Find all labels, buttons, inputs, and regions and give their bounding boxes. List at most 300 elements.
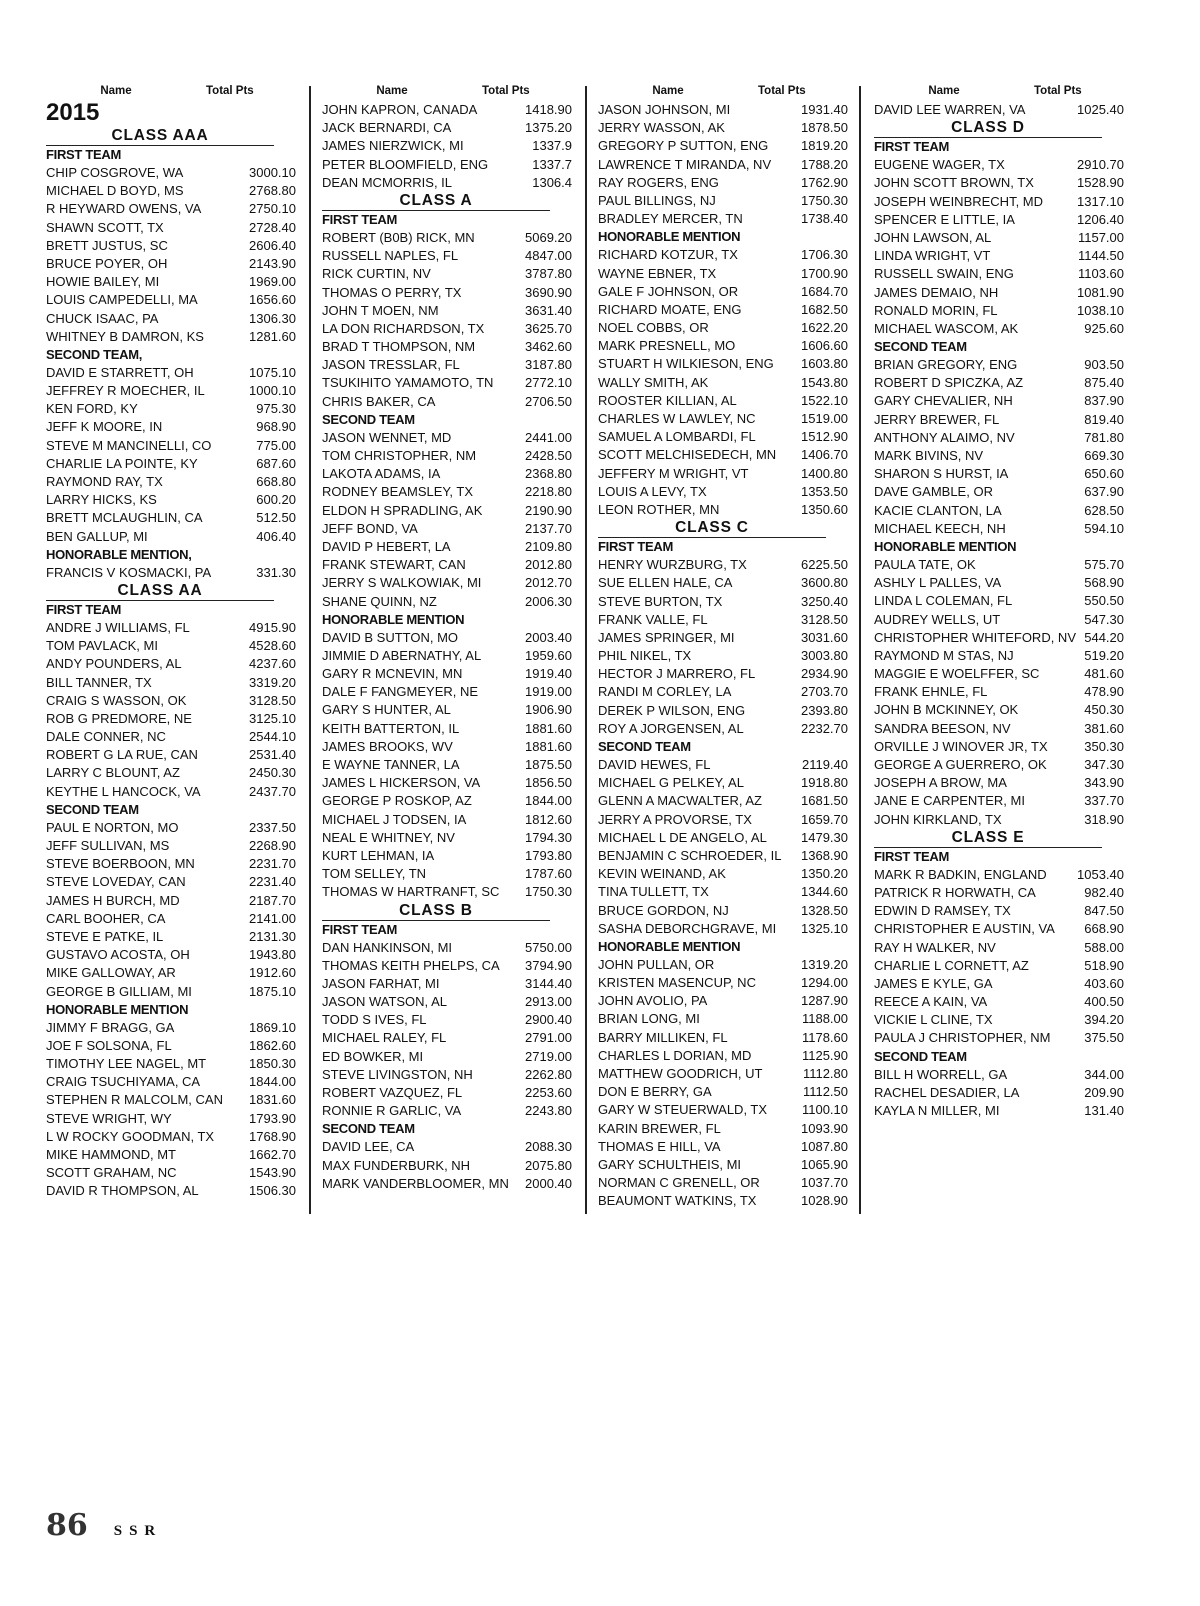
table-row [874, 556, 1124, 574]
table-row [874, 247, 1124, 265]
table-row [598, 501, 848, 519]
table-row [874, 265, 1124, 283]
table-row [46, 564, 296, 582]
total-points: 1787.60 [525, 866, 572, 882]
competitor-name: CRAIG S WASSON, OK [46, 692, 187, 708]
total-points: 1281.60 [249, 328, 296, 344]
total-points: 594.10 [1084, 520, 1124, 536]
table-row [874, 993, 1124, 1011]
table-row [598, 1120, 848, 1138]
total-pts-header: Total Pts [758, 84, 806, 97]
total-points: 1319.20 [801, 956, 848, 972]
table-row [598, 865, 848, 883]
total-points: 1375.20 [525, 120, 572, 136]
competitor-name: SCOTT MELCHISEDECH, MN [598, 447, 777, 463]
total-points: 1028.90 [801, 1193, 848, 1209]
competitor-name: FRANK STEWART, CAN [322, 557, 466, 573]
total-points: 2003.40 [525, 629, 572, 645]
total-points: 3187.80 [525, 357, 572, 373]
class-heading: CLASS A [322, 192, 550, 211]
total-points: 1418.90 [525, 102, 572, 117]
competitor-name: DAVID E STARRETT, OH [46, 364, 194, 380]
table-row [322, 338, 572, 356]
competitor-name: RONALD MORIN, FL [874, 302, 998, 318]
total-points: 3631.40 [525, 302, 572, 318]
competitor-name: HECTOR J MARRERO, FL [598, 666, 756, 682]
competitor-name: ROOSTER KILLIAN, AL [598, 392, 737, 408]
competitor-name: DAVE GAMBLE, OR [874, 484, 993, 500]
competitor-name: DON E BERRY, GA [598, 1084, 712, 1100]
competitor-name: EUGENE WAGER, TX [874, 157, 1005, 173]
table-row [874, 629, 1124, 647]
competitor-name: RACHEL DESADIER, LA [874, 1084, 1020, 1100]
table-row [598, 902, 848, 920]
total-points: 1869.10 [249, 1019, 296, 1035]
competitor-name: GALE F JOHNSON, OR [598, 283, 739, 299]
competitor-name: WALLY SMITH, AK [598, 374, 709, 390]
total-points: 2441.00 [525, 429, 572, 445]
total-points: 1750.30 [801, 192, 848, 208]
table-row [46, 328, 296, 346]
total-points: 2006.30 [525, 593, 572, 609]
table-row [322, 556, 572, 574]
table-row [598, 956, 848, 974]
total-points: 1844.00 [525, 793, 572, 809]
table-row [46, 746, 296, 764]
competitor-name: BRETT JUSTUS, SC [46, 237, 168, 253]
competitor-name: JOSEPH A BROW, MA [874, 775, 1007, 791]
section-heading: SECOND TEAM [322, 1121, 415, 1137]
section-heading: HONORABLE MENTION, [46, 546, 192, 562]
table-row [46, 455, 296, 473]
competitor-name: WAYNE EBNER, TX [598, 265, 717, 281]
section-heading: SECOND TEAM [46, 801, 139, 817]
table-row [46, 237, 296, 255]
total-points: 4915.90 [249, 619, 296, 635]
total-points: 668.90 [1084, 921, 1124, 937]
competitor-name: JAMES BROOKS, WV [322, 738, 453, 754]
total-points: 1157.00 [1077, 229, 1124, 245]
competitor-name: BILL TANNER, TX [46, 674, 152, 690]
competitor-name: BILL H WORRELL, GA [874, 1066, 1008, 1082]
competitor-name: MARK PRESNELL, MO [598, 338, 736, 354]
competitor-name: PAULA J CHRISTOPHER, NM [874, 1030, 1051, 1046]
competitor-name: BRETT MCLAUGHLIN, CA [46, 510, 203, 526]
table-row [46, 219, 296, 237]
table-row [46, 928, 296, 946]
competitor-name: MIKE HAMMOND, MT [46, 1147, 176, 1162]
competitor-name: MICHAEL D BOYD, MS [46, 183, 184, 199]
competitor-name: THOMAS W HARTRANFT, SC [322, 884, 500, 900]
competitor-name: JAMES H BURCH, MD [46, 892, 180, 908]
total-points: 1038.10 [1077, 302, 1124, 318]
competitor-name: NORMAN C GRENELL, OR [598, 1175, 760, 1191]
total-points: 394.20 [1084, 1012, 1124, 1028]
competitor-name: RONNIE R GARLIC, VA [322, 1103, 462, 1119]
table-row [598, 847, 848, 865]
table-row [322, 393, 572, 411]
table-row [874, 774, 1124, 792]
section-heading: FIRST TEAM [874, 848, 949, 864]
table-row [46, 1055, 296, 1073]
table-row [598, 1156, 848, 1174]
competitor-name: CHRISTOPHER E AUSTIN, VA [874, 921, 1055, 937]
total-points: 1543.80 [801, 374, 848, 390]
table-row [874, 1011, 1124, 1029]
total-points: 406.40 [256, 528, 296, 544]
total-points: 2368.80 [525, 466, 572, 482]
competitor-name: ASHLY L PALLES, VA [874, 575, 1002, 591]
competitor-name: MARK BIVINS, NV [874, 448, 984, 463]
total-points: 3031.60 [801, 629, 848, 645]
total-points: 1931.40 [801, 102, 848, 117]
table-row [322, 975, 572, 993]
competitor-name: MICHAEL KEECH, NH [874, 520, 1006, 536]
competitor-name: CHUCK ISAAC, PA [46, 310, 159, 326]
table-row [874, 483, 1124, 501]
table-row [598, 920, 848, 938]
table-row [598, 974, 848, 992]
table-row [46, 1091, 296, 1109]
table-row [598, 992, 848, 1010]
table-row [598, 119, 848, 137]
total-points: 1862.60 [249, 1037, 296, 1053]
name-header: Name [376, 84, 408, 97]
competitor-name: CRAIG TSUCHIYAMA, CA [46, 1074, 201, 1090]
total-points: 1875.50 [525, 757, 572, 772]
table-row [322, 265, 572, 283]
table-row [322, 320, 572, 338]
total-points: 1682.50 [801, 301, 848, 317]
table-row [874, 156, 1124, 174]
total-points: 1325.10 [801, 920, 848, 936]
table-row [322, 284, 572, 302]
table-row [874, 520, 1124, 538]
table-row [874, 665, 1124, 683]
total-points: 1819.20 [801, 138, 848, 154]
table-row [322, 847, 572, 865]
competitor-name: FRANCIS V KOSMACKI, PA [46, 564, 212, 580]
class-heading: CLASS AAA [46, 127, 274, 146]
competitor-name: RAY ROGERS, ENG [598, 174, 719, 190]
table-row [46, 182, 296, 200]
competitor-name: NOEL COBBS, OR [598, 320, 709, 336]
table-row [46, 528, 296, 546]
competitor-name: FRANK VALLE, FL [598, 611, 708, 627]
competitor-name: GARY CHEVALIER, NH [874, 393, 1013, 409]
total-points: 1878.50 [801, 120, 848, 136]
table-row [322, 1048, 572, 1066]
competitor-name: ROBERT VAZQUEZ, FL [322, 1085, 463, 1100]
total-points: 2450.30 [249, 765, 296, 781]
total-points: 1306.4 [532, 174, 572, 190]
total-points: 1622.20 [801, 320, 848, 336]
competitor-name: THOMAS E HILL, VA [598, 1138, 721, 1154]
total-points: 837.90 [1084, 393, 1124, 409]
total-points: 637.90 [1084, 484, 1124, 500]
table-row [322, 738, 572, 756]
total-points: 775.00 [256, 437, 296, 453]
total-points: 1144.50 [1077, 248, 1124, 264]
total-points: 481.60 [1084, 666, 1124, 682]
section-heading: SECOND TEAM [598, 739, 691, 754]
total-points: 2119.40 [801, 757, 848, 772]
competitor-name: JEFFREY R MOECHER, IL [46, 383, 205, 399]
table-row [598, 446, 848, 464]
competitor-name: LARRY HICKS, KS [46, 492, 157, 508]
table-row [322, 701, 572, 719]
table-row [598, 720, 848, 738]
table-row [322, 1102, 572, 1120]
competitor-name: JASON WENNET, MD [322, 429, 452, 445]
competitor-name: JOHN PULLAN, OR [598, 956, 715, 972]
total-points: 1353.50 [801, 483, 848, 499]
total-points: 1684.70 [801, 283, 848, 299]
competitor-name: CHARLES W LAWLEY, NC [598, 411, 756, 426]
table-row [874, 975, 1124, 993]
table-row [874, 811, 1124, 829]
total-points: 547.30 [1084, 611, 1124, 627]
total-points: 1368.90 [801, 847, 848, 863]
competitor-name: PAULA TATE, OK [874, 556, 976, 572]
total-points: 450.30 [1084, 702, 1124, 718]
total-points: 3787.80 [525, 266, 572, 282]
competitor-name: JOHN B MCKINNEY, OK [874, 702, 1019, 718]
column-divider [585, 86, 587, 1214]
table-row [322, 174, 572, 192]
table-row [46, 764, 296, 782]
total-points: 347.30 [1084, 757, 1124, 772]
total-points: 1350.60 [801, 501, 848, 517]
total-points: 1178.60 [801, 1029, 848, 1045]
competitor-name: TOM SELLEY, TN [322, 866, 427, 882]
column-header [322, 80, 572, 101]
table-row [598, 174, 848, 192]
competitor-name: GARY S HUNTER, AL [322, 702, 451, 718]
table-row [874, 920, 1124, 938]
total-points: 512.50 [256, 510, 296, 526]
table-row [874, 1066, 1124, 1084]
table-row [46, 710, 296, 728]
total-pts-header: Total Pts [482, 84, 530, 97]
table-row [874, 1029, 1124, 1047]
competitor-name: DAVID HEWES, FL [598, 757, 711, 772]
total-points: 1479.30 [801, 829, 848, 845]
table-row [322, 720, 572, 738]
total-points: 1662.70 [249, 1147, 296, 1162]
competitor-name: MICHAEL G PELKEY, AL [598, 775, 744, 791]
table-row [874, 884, 1124, 902]
competitor-name: MIKE GALLOWAY, AR [46, 965, 176, 981]
total-points: 1519.00 [801, 411, 848, 426]
total-points: 1528.90 [1077, 175, 1124, 191]
competitor-name: LA DON RICHARDSON, TX [322, 320, 485, 336]
table-row [46, 728, 296, 746]
total-points: 2143.90 [249, 255, 296, 271]
competitor-name: JANE E CARPENTER, MI [874, 793, 1025, 809]
entries [874, 101, 1124, 1120]
table-row [322, 593, 572, 611]
total-points: 1081.90 [1077, 284, 1124, 300]
table-row [874, 211, 1124, 229]
table-row [598, 756, 848, 774]
table-row [874, 720, 1124, 738]
competitor-name: STEVE BOERBOON, MN [46, 856, 195, 872]
total-points: 1706.30 [801, 247, 848, 263]
total-points: 3128.50 [801, 611, 848, 627]
table-row [598, 265, 848, 283]
table-row [322, 829, 572, 847]
competitor-name: SCOTT GRAHAM, NC [46, 1165, 177, 1181]
section-heading: FIRST TEAM [598, 539, 673, 555]
table-row [874, 647, 1124, 665]
competitor-name: JEFF BOND, VA [322, 520, 418, 536]
table-row [46, 855, 296, 873]
total-points: 1844.00 [249, 1074, 296, 1090]
competitor-name: LOUIS A LEVY, TX [598, 483, 707, 499]
table-row [322, 101, 572, 119]
total-points: 1603.80 [801, 356, 848, 372]
table-row [598, 1029, 848, 1047]
table-row [874, 229, 1124, 247]
table-row [874, 502, 1124, 520]
table-row [322, 483, 572, 501]
table-row [322, 683, 572, 701]
total-points: 3125.10 [249, 710, 296, 726]
total-points: 1087.80 [801, 1138, 848, 1154]
total-points: 3690.90 [525, 284, 572, 300]
table-row [598, 1010, 848, 1028]
competitor-name: TOM PAVLACK, MI [46, 638, 158, 654]
competitor-name: RODNEY BEAMSLEY, TX [322, 484, 474, 500]
competitor-name: MICHAEL L DE ANGELO, AL [598, 829, 767, 845]
competitor-name: SUE ELLEN HALE, CA [598, 575, 733, 591]
total-points: 2768.80 [249, 183, 296, 199]
competitor-name: JAMES E KYLE, GA [874, 975, 993, 991]
table-row [598, 337, 848, 355]
table-row [322, 229, 572, 247]
entries [598, 101, 848, 1211]
competitor-name: DEAN MCMORRIS, IL [322, 174, 453, 190]
table-row [46, 200, 296, 218]
total-points: 2728.40 [249, 219, 296, 235]
table-row [322, 792, 572, 810]
competitor-name: TOM CHRISTOPHER, NM [322, 448, 477, 463]
total-points: 2531.40 [249, 747, 296, 763]
total-points: 3625.70 [525, 320, 572, 336]
total-points: 1093.90 [801, 1120, 848, 1136]
competitor-name: GEORGE P ROSKOP, AZ [322, 793, 472, 809]
total-points: 668.80 [256, 474, 296, 489]
column-2 [322, 80, 572, 1193]
total-points: 1112.50 [802, 1084, 848, 1100]
total-points: 1337.7 [532, 156, 572, 172]
competitor-name: EDWIN D RAMSEY, TX [874, 903, 1011, 919]
total-points: 2131.30 [249, 928, 296, 944]
total-points: 2428.50 [525, 448, 572, 463]
total-points: 847.50 [1084, 903, 1124, 919]
class-heading: CLASS C [598, 519, 826, 538]
total-points: 375.50 [1084, 1030, 1124, 1046]
total-points: 2703.70 [801, 684, 848, 700]
total-points: 131.40 [1084, 1103, 1124, 1118]
competitor-name: JERRY A PROVORSE, TX [598, 811, 752, 827]
table-row [46, 983, 296, 1001]
table-row [322, 1084, 572, 1102]
total-points: 2000.40 [525, 1175, 572, 1191]
competitor-name: PAUL BILLINGS, NJ [598, 192, 716, 208]
table-row [322, 502, 572, 520]
table-row [598, 792, 848, 810]
total-points: 1875.10 [249, 983, 296, 999]
table-row [598, 1083, 848, 1101]
competitor-name: SHARON S HURST, IA [874, 466, 1009, 482]
competitor-name: BARRY MILLIKEN, FL [598, 1029, 728, 1045]
total-points: 1793.90 [249, 1110, 296, 1126]
entries [46, 127, 296, 1201]
competitor-name: TINA TULLETT, TX [598, 884, 709, 900]
competitor-name: JOHN KAPRON, CANADA [322, 102, 478, 117]
table-row [46, 1073, 296, 1091]
total-points: 669.30 [1084, 448, 1124, 463]
entries [322, 101, 572, 1193]
total-points: 1906.90 [525, 702, 572, 718]
total-points: 1788.20 [801, 156, 848, 172]
table-row [46, 910, 296, 928]
table-row [322, 137, 572, 155]
competitor-name: KEVIN WEINAND, AK [598, 866, 726, 882]
table-row [322, 957, 572, 975]
competitor-name: JEFFERY M WRIGHT, VT [598, 465, 749, 481]
table-row [46, 291, 296, 309]
table-row [874, 683, 1124, 701]
section-heading: FIRST TEAM [874, 139, 949, 155]
total-points: 2190.90 [525, 502, 572, 518]
competitor-name: JERRY WASSON, AK [598, 120, 725, 136]
table-row [322, 883, 572, 901]
competitor-name: JAMES NIERZWICK, MI [322, 138, 464, 154]
total-points: 544.20 [1084, 629, 1124, 645]
total-points: 400.50 [1084, 994, 1124, 1010]
table-row [322, 1157, 572, 1175]
total-points: 2253.60 [525, 1085, 572, 1100]
competitor-name: SPENCER E LITTLE, IA [874, 211, 1015, 227]
table-row [598, 374, 848, 392]
year-heading: 2015 [46, 99, 100, 126]
competitor-name: BRUCE GORDON, NJ [598, 902, 729, 918]
total-points: 2437.70 [249, 783, 296, 799]
total-points: 781.80 [1084, 429, 1124, 445]
competitor-name: ROBERT D SPICZKA, AZ [874, 375, 1024, 391]
total-points: 478.90 [1084, 684, 1124, 700]
table-row [598, 883, 848, 901]
table-row [322, 1066, 572, 1084]
class-heading: CLASS D [874, 119, 1102, 138]
competitor-name: JAMES SPRINGER, MI [598, 629, 735, 645]
column-divider [309, 86, 311, 1214]
total-points: 350.30 [1084, 738, 1124, 754]
competitor-name: CHIP COSGROVE, WA [46, 165, 184, 180]
total-points: 2750.10 [249, 201, 296, 217]
competitor-name: RICHARD KOTZUR, TX [598, 247, 738, 263]
competitor-name: JASON WATSON, AL [322, 994, 447, 1010]
table-row [598, 392, 848, 410]
competitor-name: TSUKIHITO YAMAMOTO, TN [322, 375, 494, 391]
competitor-name: ED BOWKER, MI [322, 1048, 424, 1064]
competitor-name: JIMMY F BRAGG, GA [46, 1019, 175, 1035]
competitor-name: CHARLIE L CORNETT, AZ [874, 957, 1029, 973]
table-row [322, 119, 572, 137]
